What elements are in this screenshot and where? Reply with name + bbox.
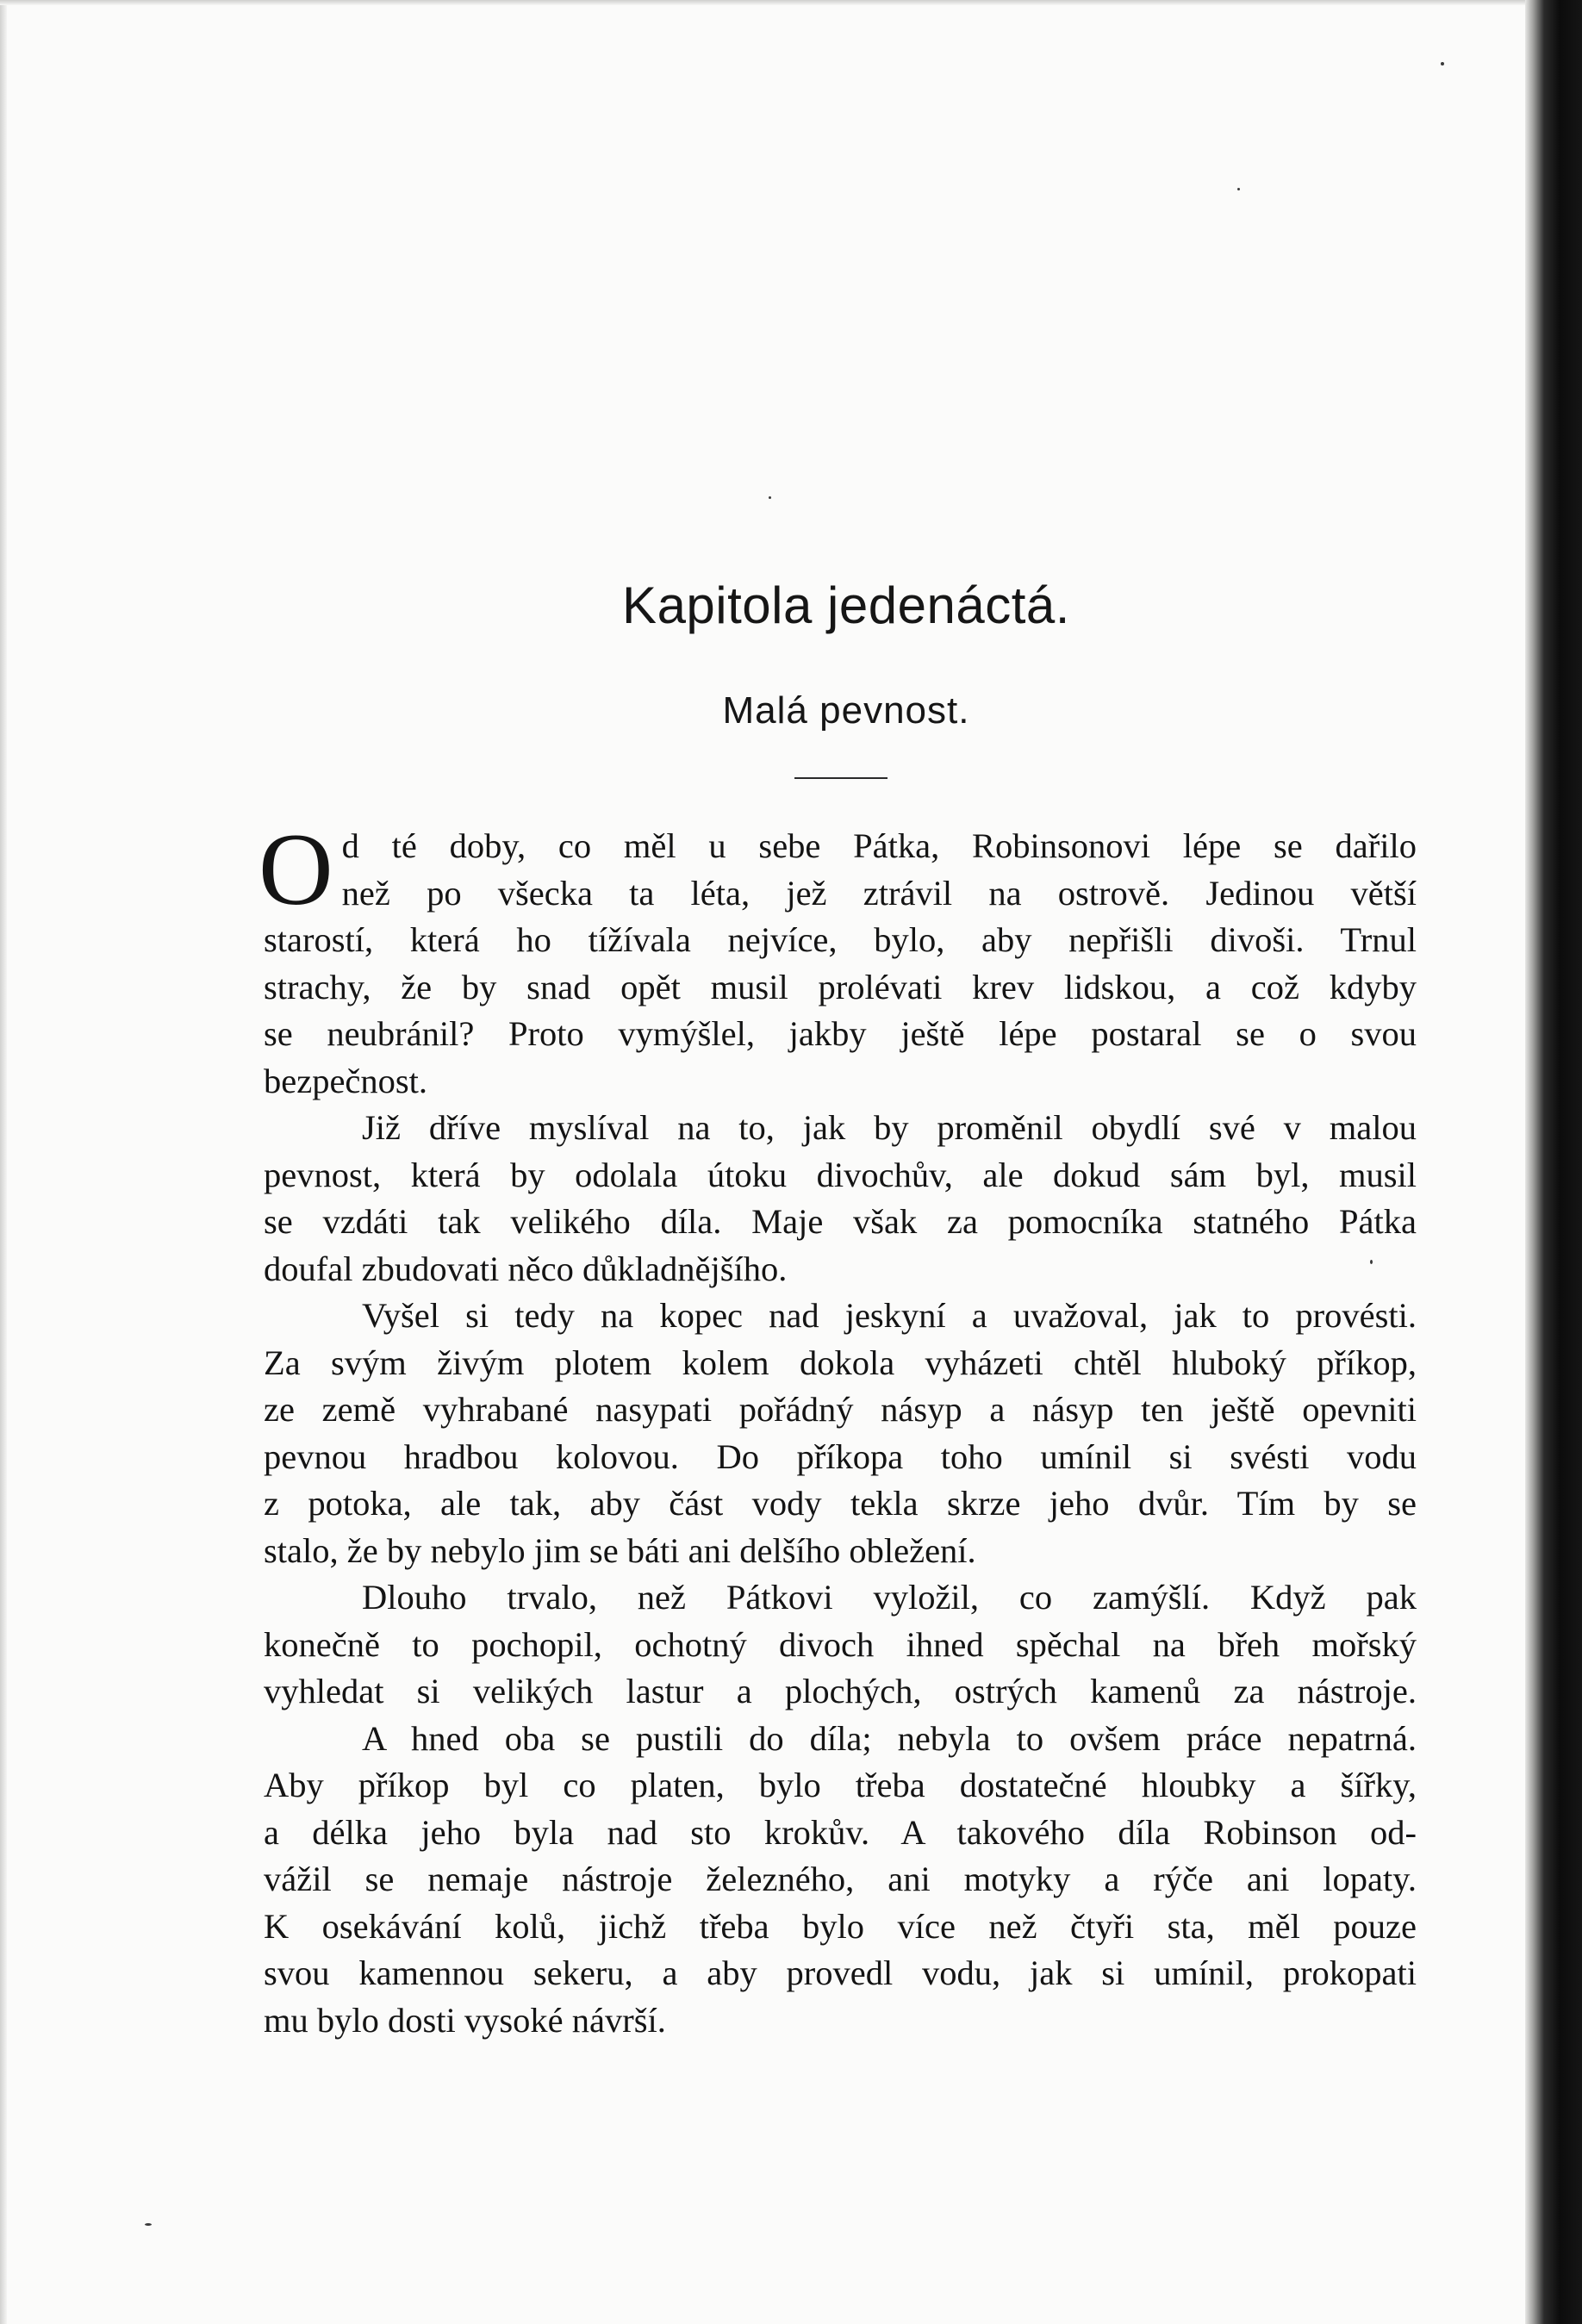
text-line: Dlouho trvalo, než Pátkovi vyložil, co zamýšlí. Když pak xyxy=(362,1578,1417,1617)
paragraph xyxy=(258,812,1417,1105)
text-line: A hned oba se pustili do díla; nebyla to ovšem práce nepatrná. xyxy=(362,1718,1417,1758)
paper-speck xyxy=(769,496,771,499)
paper-speck xyxy=(1237,188,1240,190)
text-line: d té doby, co měl u sebe Pátka, Robinsonovi lépe se dařilo xyxy=(341,826,1417,865)
text-line: a délka jeho byla nad sto krokův. A takového díla Robinson od- xyxy=(264,1812,1417,1852)
text-line: stalo, že by nebylo jim se báti ani delšího obležení. xyxy=(264,1530,976,1570)
text-line: pevnou hradbou kolovou. Do příkopa toho umínil si svésti vodu xyxy=(264,1436,1417,1476)
title-divider xyxy=(794,777,888,779)
text-line: starostí, která ho tížívala nejvíce, bylo, aby nepřišli divoši. Trnul xyxy=(264,920,1417,959)
text-line: pevnost, která by odolala útoku divochův, ale dokud sám byl, musil xyxy=(264,1155,1417,1194)
page-top-edge xyxy=(0,0,1534,5)
text-line: mu bylo dosti vysoké návrší. xyxy=(264,2000,666,2040)
paragraph xyxy=(264,1574,1417,1716)
drop-cap-initial: O xyxy=(258,812,333,926)
text-line: Za svým živým plotem kolem dokola vyházeti chtěl hluboký příkop, xyxy=(264,1343,1417,1382)
text-line: ze země vyhrabané nasypati pořádný násyp a násyp ten ještě opevniti xyxy=(264,1390,1417,1429)
chapter-title: Kapitola jedenáctá. xyxy=(622,576,1070,634)
paragraph xyxy=(264,1105,1417,1293)
chapter-body xyxy=(258,812,1417,2044)
paragraph xyxy=(264,1293,1417,1574)
paper-speck xyxy=(145,2223,152,2226)
text-line: konečně to pochopil, ochotný divoch ihned spěchal na břeh mořský xyxy=(264,1624,1417,1664)
text-line: než po všecka ta léta, jež ztrávil na ostrově. Jedinou větší xyxy=(341,873,1417,913)
text-line: doufal zbudovati něco důkladnějšího. xyxy=(264,1249,788,1288)
text-line: bezpečnost. xyxy=(264,1061,428,1100)
book-spine-shadow xyxy=(1525,0,1582,2324)
text-line: strachy, že by snad opět musil prolévati krev lidskou, a což kdyby xyxy=(264,967,1417,1006)
text-line: K osekávání kolů, jichž třeba bylo více než čtyři sta, měl pouze xyxy=(264,1906,1417,1946)
text-line: vážil se nemaje nástroje železného, ani motyky a rýče ani lopaty. xyxy=(264,1860,1417,1898)
text-line: se neubránil? Proto vymýšlel, jakby ještě lépe postaral se o svou xyxy=(264,1014,1417,1053)
paper-speck xyxy=(1441,62,1444,65)
paragraph xyxy=(264,1716,1417,2045)
page-left-edge xyxy=(0,0,7,2324)
text-line: z potoka, ale tak, aby část vody tekla skrze jeho dvůr. Tím by se xyxy=(264,1484,1417,1523)
text-line: vyhledat si velikých lastur a plochých, ostrých kamenů za nástroje. xyxy=(264,1672,1417,1710)
text-line: se vzdáti tak velikého díla. Maje však za pomocníka statného Pátka xyxy=(264,1202,1417,1241)
text-line: Aby příkop byl co platen, bylo třeba dostatečné hloubky a šířky, xyxy=(264,1766,1417,1804)
chapter-subtitle: Malá pevnost. xyxy=(722,689,970,732)
text-line: Již dříve myslíval na to, jak by proměnil obydlí své v malou xyxy=(362,1108,1417,1147)
text-line: svou kamennou sekeru, a aby provedl vodu, jak si umínil, prokopati xyxy=(264,1953,1417,1992)
text-line: Vyšel si tedy na kopec nad jeskyní a uvažoval, jak to provésti. xyxy=(362,1296,1417,1335)
